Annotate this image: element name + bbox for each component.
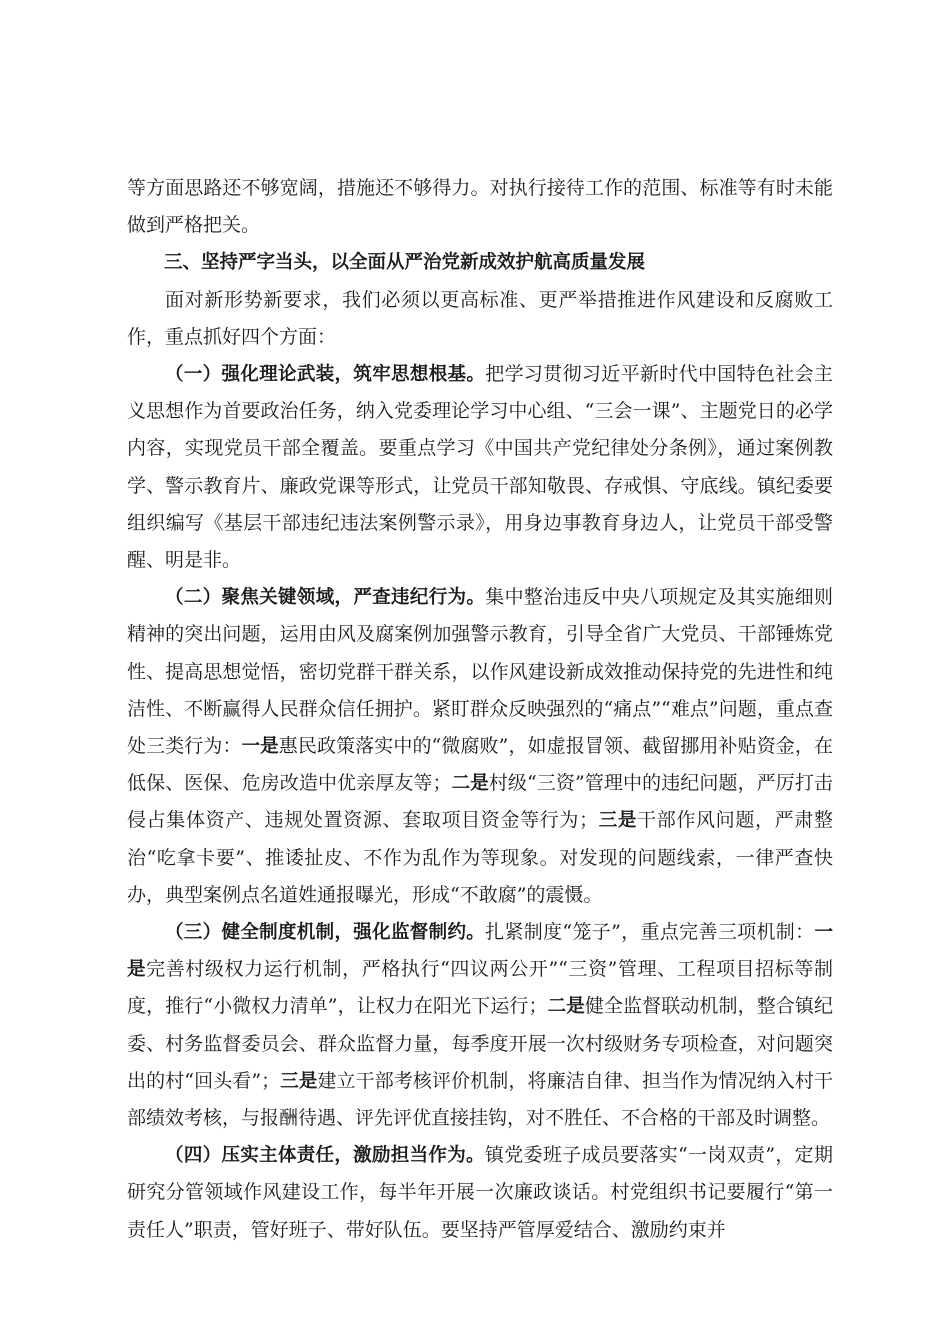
item-3-body-b: 完善村级权力运行机制，严格执行“四议两公开”“三资”管理、工程项目招标等制度，推行“小微权力清单”，让权力在阳光下运行； (127, 958, 833, 1018)
section-heading: 三、坚持严字当头，以全面从严治党新成效护航高质量发展 (164, 252, 646, 274)
paragraph-item-2 (127, 579, 833, 914)
item-2-keyword-2: 二是 (451, 773, 489, 795)
item-2-body-d: 干部作风问题，严肃整治“吃拿卡要”、推诿扯皮、不作为乱作为等现象。对发现的问题线索，一律严查快办，典型案例点名道姓通报曝光，形成“不敢腐”的震慑。 (127, 809, 833, 906)
item-3-body-a: 扎紧制度“笼子”，重点完善三项机制： (485, 921, 815, 944)
item-3-keyword-2: 二是 (547, 996, 585, 1018)
item-3-body-d: 建立干部考核评价机制，将廉洁自律、担当作为情况纳入村干部绩效考核，与报酬待遇、评先评优直接挂钩，对不胜任、不合格的干部及时调整。 (127, 1069, 833, 1130)
document-body (127, 170, 833, 1249)
paragraph-item-4 (127, 1137, 833, 1249)
paragraph-item-1 (127, 356, 833, 579)
item-1-body: 把学习贯彻习近平新时代中国特色社会主义思想作为首要政治任务，纳入党委理论学习中心组、“三会一课”、主题党日的必学内容，实现党员干部全覆盖。要重点学习《中国共产党纪律处分条例》，通过案例教学、警示教育片、廉政党课等形式，让党员干部知敬畏、存戒惧、守底线。镇纪委要组织编写《基层干部违纪违法案例警示录》，用身边事教育身边人，让党员干部受警醒、明是非。 (127, 363, 833, 572)
item-3-keyword-3: 三是 (280, 1070, 318, 1092)
item-2-body-b: 惠民政策落实中的“微腐败”，如虚报冒领、截留挪用补贴资金，在低保、医保、危房改造中优亲厚友等； (127, 735, 833, 795)
item-4-title: （四）压实主体责任，激励担当作为。 (165, 1145, 485, 1167)
item-2-title: （二）聚焦关键领域，严查违纪行为。 (165, 587, 486, 609)
item-4-body: 镇党委班子成员要落实“一岗双责”，定期研究分管领域作风建设工作，每半年开展一次廉政谈话。村党组织书记要履行“第一责任人”职责，管好班子、带好队伍。要坚持严管厚爱结合、激励约束并 (127, 1144, 833, 1241)
item-3-title: （三）健全制度机制，强化监督制约。 (165, 922, 486, 944)
item-2-keyword-3: 三是 (598, 810, 638, 832)
paragraph-item-3 (127, 914, 833, 1137)
item-1-title: （一）强化理论武装，筑牢思想根基。 (165, 364, 486, 386)
item-2-body-a: 集中整治违反中央八项规定及其实施细则精神的突出问题，运用由风及腐案例加强警示教育，引导全省广大党员、干部锤炼党性、提高思想觉悟，密切党群干群关系，以作风建设新成效推动保持党的先进性和纯洁性、不断赢得人民群众信任拥护。紧盯群众反映强烈的“痛点”“难点”问题，重点查处三类行为： (127, 586, 833, 758)
item-2-body-c: 村级“三资”管理中的违纪问题，严厉打击侵占集体资产、违规处置资源、套取项目资金等行为； (127, 772, 833, 832)
item-3-keyword-1: 一是 (127, 922, 833, 981)
item-2-keyword-1: 一是 (241, 736, 279, 758)
paragraph-continuation: 等方面思路还不够宽阔，措施还不够得力。对执行接待工作的范围、标准等有时未能做到严格把关。 (127, 177, 833, 237)
paragraph-intro: 面对新形势新要求，我们必须以更高标准、更严举措推进作风建设和反腐败工作，重点抓好四个方面： (127, 288, 833, 348)
item-3-body-c: 健全监督联动机制，整合镇纪委、村务监督委员会、群众监督力量，每季度开展一次村级财务专项检查，对问题突出的村“回头看”； (127, 995, 833, 1092)
